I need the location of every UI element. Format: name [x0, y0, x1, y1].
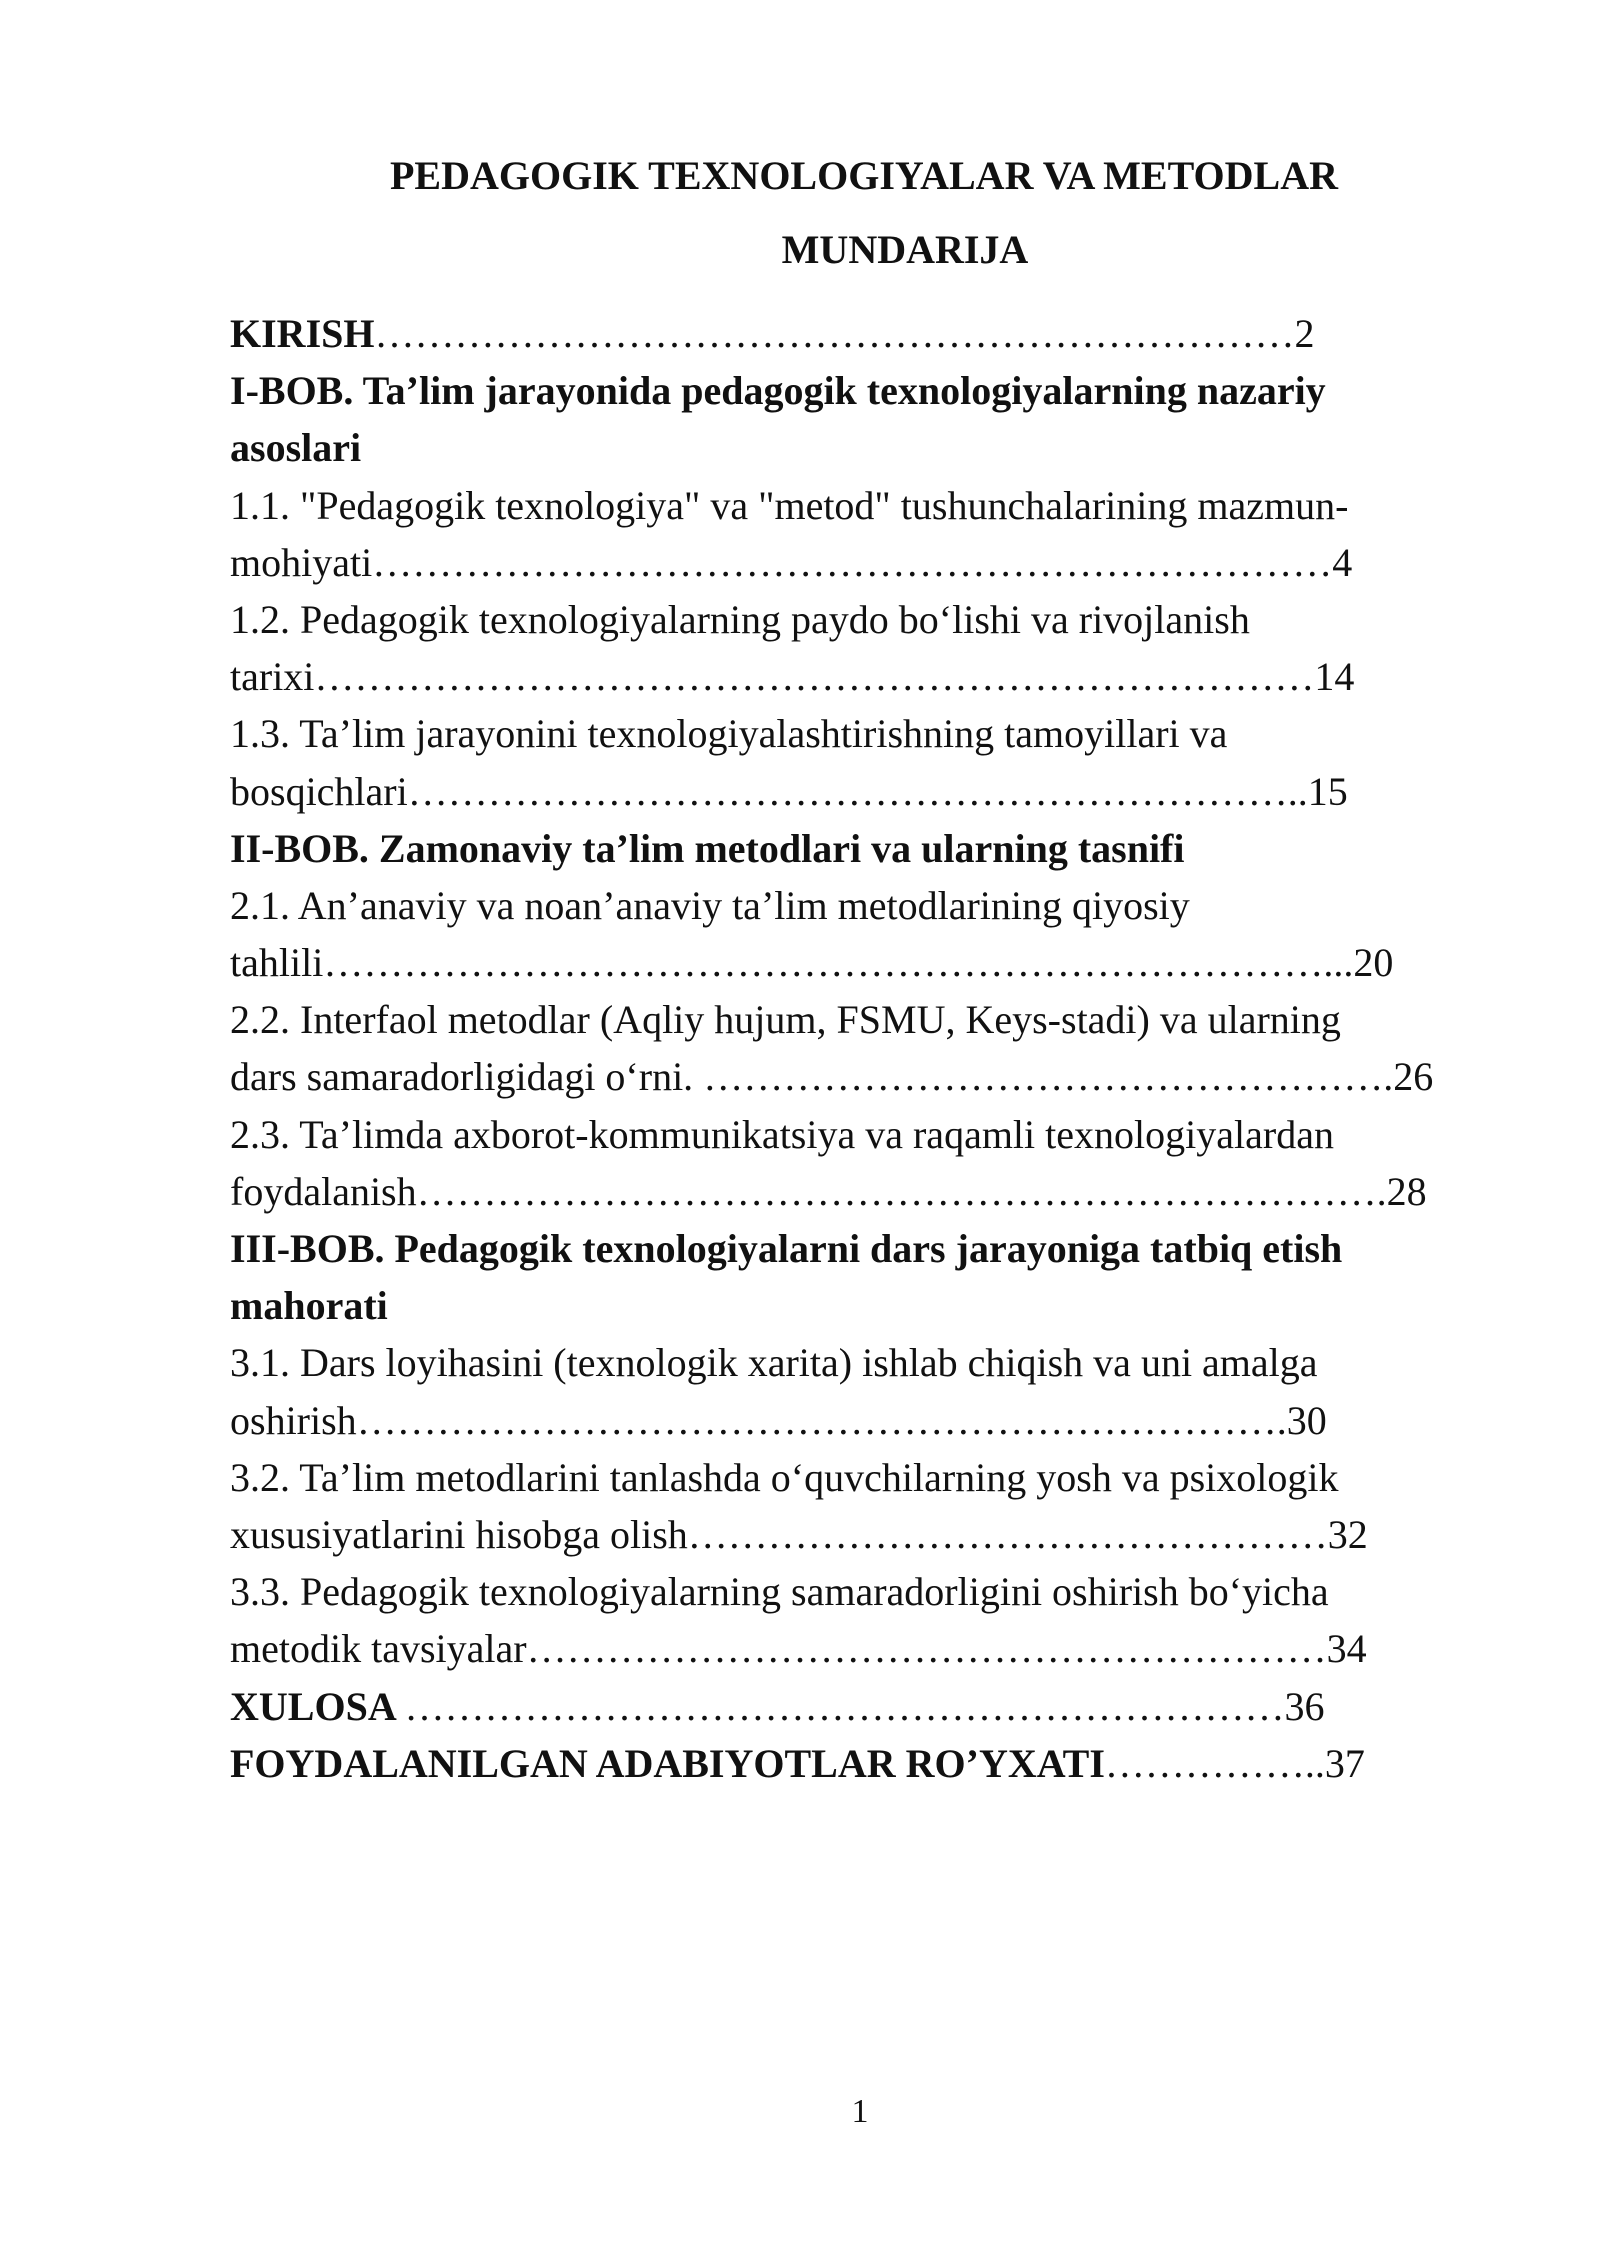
toc-entry [230, 1220, 1490, 1277]
toc-entry [230, 362, 1490, 419]
toc-entry [230, 1163, 1490, 1220]
toc-entry [230, 1449, 1490, 1506]
toc-entry [230, 1277, 1490, 1334]
toc-entry [230, 1735, 1490, 1792]
toc-entry [230, 591, 1490, 648]
toc-entry-text: 1.1. "Pedagogik texnologiya" va "metod" tushunchalarining mazmun- [230, 482, 1349, 528]
toc-entry-text: 2.3. Ta’limda axborot-kommunikatsiya va raqamli texnologiyalardan [230, 1111, 1334, 1157]
table-of-contents [230, 305, 1490, 1792]
toc-entry [230, 419, 1490, 476]
toc-entry [230, 1106, 1490, 1163]
toc-entry-text: oshirish [230, 1397, 357, 1443]
toc-entry-text: III-BOB. Pedagogik texnologiyalarni dars jarayoniga tatbiq etish [230, 1226, 1343, 1271]
document-title: PEDAGOGIK TEXNOLOGIYALAR VA METODLAR [390, 153, 1338, 198]
toc-entry-text: tarixi [230, 654, 315, 700]
toc-entry-text: dars samaradorligidagi o‘rni. [230, 1054, 704, 1100]
toc-entry-text: 2.1. An’anaviy va noan’anaviy ta’lim metodlarining qiyosiy [230, 882, 1190, 928]
toc-entry [230, 1048, 1490, 1105]
toc-entry-text: XULOSA [230, 1683, 405, 1729]
toc-entry-leader: ……………………………………………………………….28 [416, 1168, 1427, 1214]
toc-entry [230, 1620, 1490, 1677]
toc-entry-text: 3.1. Dars loyihasini (texnologik xarita) ishlab chiqish va uni amalga [230, 1340, 1318, 1386]
toc-entry-text: 1.3. Ta’lim jarayonini texnologiyalashtirishning tamoyillari va [230, 711, 1228, 757]
page-number: 1 [851, 2093, 869, 2130]
toc-entry [230, 534, 1490, 591]
toc-entry [230, 305, 1490, 362]
toc-entry-leader: …………………………………………………………36 [404, 1683, 1325, 1729]
toc-entry [230, 1563, 1490, 1620]
toc-entry-leader: ……………………………………………………34 [526, 1626, 1367, 1672]
toc-entry-text: 3.3. Pedagogik texnologiyalarning samaradorligini oshirish bo‘yicha [230, 1569, 1329, 1615]
toc-entry-leader: …………………………………………………………………...20 [323, 940, 1394, 986]
toc-entry-leader: …………………………………………32 [687, 1511, 1368, 1557]
toc-entry-text: II-BOB. Zamonaviy ta’lim metodlari va ularning tasnifi [230, 825, 1185, 871]
toc-entry-leader: ……………..37 [1104, 1740, 1365, 1786]
toc-entry-text: xususiyatlarini hisobga olish [230, 1511, 688, 1557]
toc-entry-text: foydalanish [230, 1168, 417, 1214]
toc-entry-text: 1.2. Pedagogik texnologiyalarning paydo bo‘lishi va rivojlanish [230, 596, 1250, 642]
toc-entry-text: asoslari [230, 425, 362, 471]
toc-entry-leader: ……………………………………………………………2 [374, 311, 1315, 356]
toc-entry [230, 991, 1490, 1048]
toc-entry-text: FOYDALANILGAN ADABIYOTLAR RO’YXATI [230, 1740, 1105, 1786]
toc-entry [230, 648, 1490, 705]
toc-entry-leader: …………………………………………………………………14 [314, 654, 1355, 700]
toc-heading: MUNDARIJA [781, 227, 1029, 272]
toc-entry [230, 705, 1490, 762]
toc-entry-leader: …………………………………………….26 [703, 1054, 1434, 1100]
toc-entry-leader: ………………………………………………………………4 [372, 539, 1353, 585]
toc-entry-text: metodik tavsiyalar [230, 1626, 527, 1672]
toc-entry [230, 1392, 1490, 1449]
toc-entry-text: I-BOB. Ta’lim jarayonida pedagogik texnologiyalarning nazariy [230, 368, 1326, 414]
toc-entry-text: bosqichlari [230, 768, 408, 814]
toc-entry [230, 763, 1490, 820]
toc-entry [230, 1506, 1490, 1563]
toc-entry [230, 820, 1490, 877]
toc-entry-text: mohiyati [230, 539, 373, 585]
toc-entry-text: tahlili [230, 940, 324, 986]
toc-entry [230, 877, 1490, 934]
toc-entry-leader: …………………………………………………………….30 [356, 1397, 1327, 1443]
toc-entry-text: 3.2. Ta’lim metodlarini tanlashda o‘quvchilarning yosh va psixologik [230, 1454, 1339, 1500]
toc-entry [230, 1334, 1490, 1391]
toc-entry [230, 1678, 1490, 1735]
toc-entry-text: 2.2. Interfaol metodlar (Aqliy hujum, FSMU, Keys-stadi) va ularning [230, 997, 1341, 1043]
toc-entry-leader: …………………………………………………………..15 [407, 768, 1348, 814]
toc-entry-text: KIRISH [230, 311, 375, 356]
toc-entry [230, 934, 1490, 991]
toc-entry-text: mahorati [230, 1283, 388, 1329]
toc-entry [230, 477, 1490, 534]
